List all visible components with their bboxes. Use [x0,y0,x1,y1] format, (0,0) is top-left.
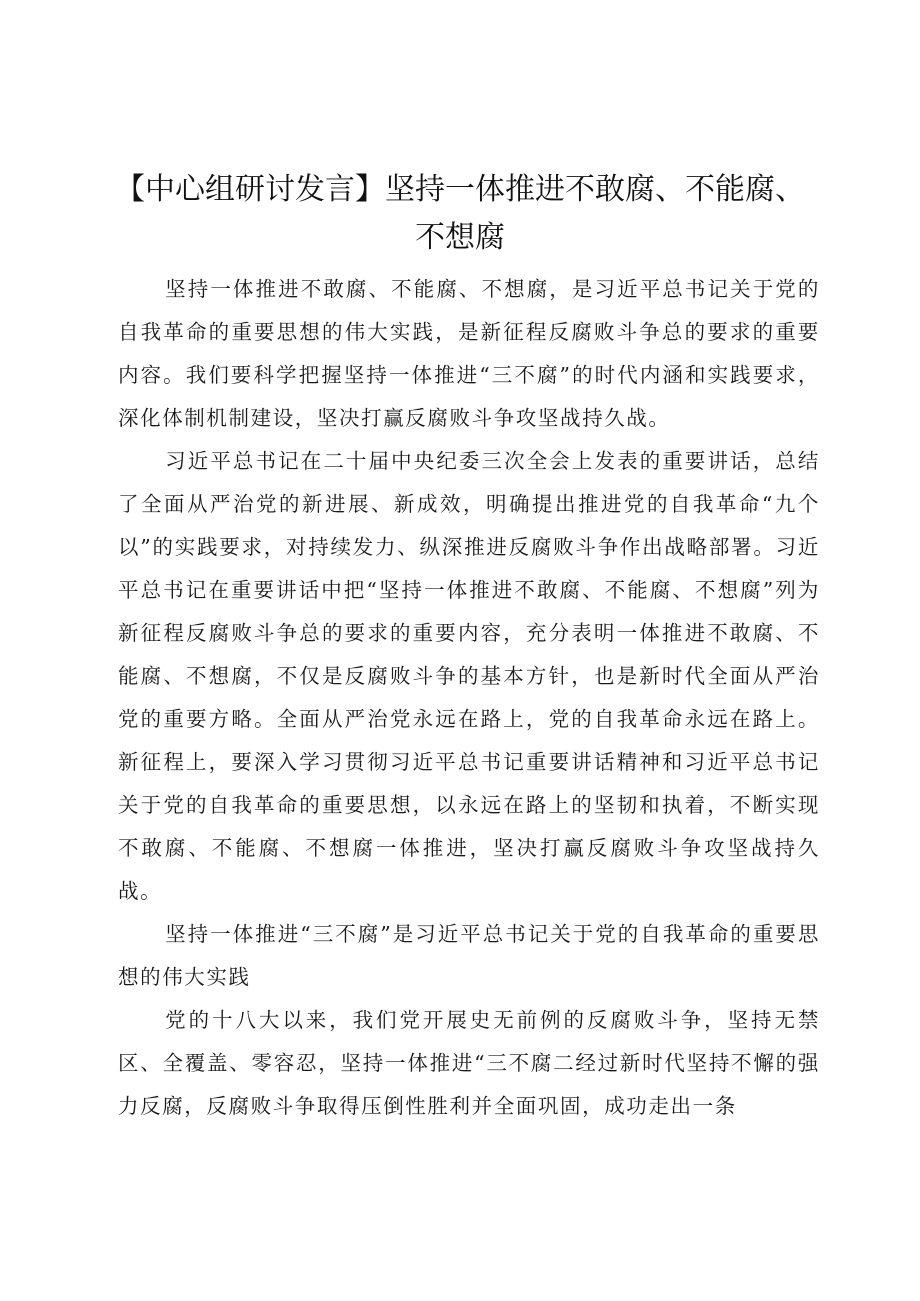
section-heading-paragraph: 坚持一体推进“三不腐”是习近平总书记关于党的自我革命的重要思想的伟大实践 [118,922,820,989]
paragraph: 坚持一体推进不敢腐、不能腐、不想腐，是习近平总书记关于党的自我革命的重要思想的伟大实践，是新征程反腐败斗争总的要求的重要内容。我们要科学把握坚持一体推进“三不腐”的时代内涵和实践要求，深化体制机制建设，坚决打赢反腐败斗争攻坚战持久战。 [118,277,820,430]
paragraph: 习近平总书记在二十届中央纪委三次全会上发表的重要讲话，总结了全面从严治党的新进展、新成效，明确提出推进党的自我革命“九个以”的实践要求，对持续发力、纵深推进反腐败斗争作出战略部署。习近平总书记在重要讲话中把“坚持一体推进不敢腐、不能腐、不想腐”列为新征程反腐败斗争总的要求的重要内容，充分表明一体推进不敢腐、不能腐、不想腐，不仅是反腐败斗争的基本方针，也是新时代全面从严治党的重要方略。全面从严治党永远在路上，党的自我革命永远在路上。新征程上，要深入学习贯彻习近平总书记重要讲话精神和习近平总书记关于党的自我革命的重要思想，以永远在路上的坚韧和执着，不断实现不敢腐、不能腐、不想腐一体推进，坚决打赢反腐败斗争攻坚战持久战。 [118,449,820,903]
document-title: 【中心组研讨发言】坚持一体推进不敢腐、不能腐、不想腐 [115,172,805,255]
paragraph: 党的十八大以来，我们党开展史无前例的反腐败斗争，坚持无禁区、全覆盖、零容忍，坚持一体推进“三不腐二经过新时代坚持不懈的强力反腐，反腐败斗争取得压倒性胜利并全面巩固，成功走出一条 [118,1008,820,1118]
document-body [118,268,820,1128]
